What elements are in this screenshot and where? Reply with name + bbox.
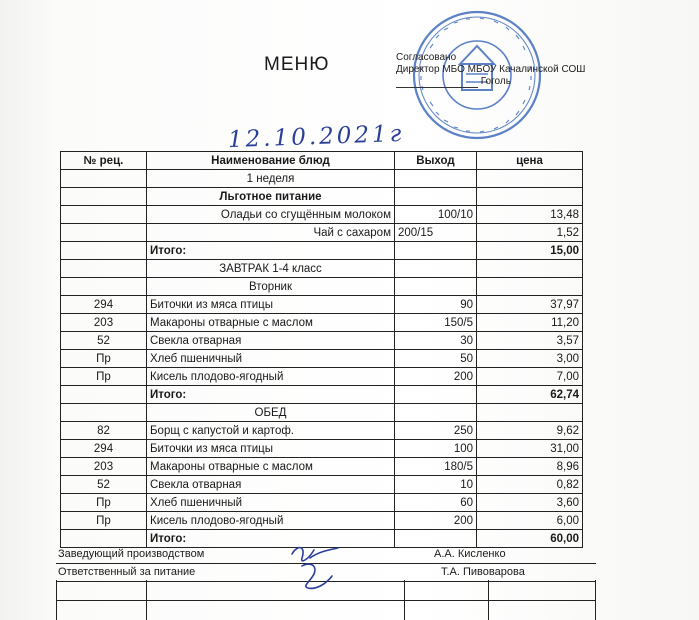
total-row <box>61 386 583 404</box>
dish-price: 31,00 <box>477 440 583 458</box>
recipe-number: 82 <box>61 422 147 440</box>
dish-name: Кисель плодово-ягодный <box>147 368 395 386</box>
recipe-number: Пр <box>61 494 147 512</box>
approval-name: Гоголь <box>480 76 511 87</box>
dish-output: 200/15 <box>395 224 477 242</box>
dish-output: 60 <box>395 494 477 512</box>
total-label: Итого: <box>147 386 395 404</box>
total-label: Итого: <box>147 242 395 260</box>
recipe-number: 203 <box>61 314 147 332</box>
dish-output: 150/5 <box>395 314 477 332</box>
manager-name: А.А. Кисленко <box>434 548 506 560</box>
dish-price: 1,52 <box>477 224 583 242</box>
dish-name: Биточки из мяса птицы <box>147 440 395 458</box>
total-label: Итого: <box>147 530 395 548</box>
responsible-name: Т.А. Пивоварова <box>441 566 525 578</box>
day-label: Вторник <box>147 278 395 296</box>
dish-output: 50 <box>395 350 477 368</box>
blank-table-grid <box>56 580 596 620</box>
table-header-row <box>61 152 583 170</box>
dish-price: 6,00 <box>477 512 583 530</box>
table-row <box>61 494 583 512</box>
table-row <box>61 332 583 350</box>
dish-output: 100 <box>395 440 477 458</box>
dish-price: 0,82 <box>477 476 583 494</box>
dish-name: Свекла отварная <box>147 332 395 350</box>
table-row <box>61 512 583 530</box>
approval-line-2: Директор МБО МБОУ Качалинской СОШ <box>396 64 586 75</box>
responsible-label: Ответственный за питание <box>58 566 196 578</box>
approval-line-1: Согласовано <box>396 52 457 63</box>
total-value: 15,00 <box>477 242 583 260</box>
dish-price: 13,48 <box>477 206 583 224</box>
section-row <box>61 260 583 278</box>
dish-output: 200 <box>395 512 477 530</box>
table-row <box>61 476 583 494</box>
approval-signature-line <box>396 87 478 88</box>
dish-name: Оладьи со сгущённым молоком <box>147 206 395 224</box>
recipe-number: Пр <box>61 368 147 386</box>
table-row <box>61 206 583 224</box>
dish-price: 3,60 <box>477 494 583 512</box>
table-row <box>61 314 583 332</box>
week-row <box>61 170 583 188</box>
total-value: 62,74 <box>477 386 583 404</box>
dish-output: 30 <box>395 332 477 350</box>
section-breakfast-label: ЗАВТРАК 1-4 класс <box>147 260 395 278</box>
table-row <box>61 458 583 476</box>
approval-line-3 <box>396 76 626 88</box>
dish-name: Макароны отварные с маслом <box>147 458 395 476</box>
dish-name: Чай с сахаром <box>147 224 395 242</box>
column-header-output: Выход <box>395 152 477 170</box>
dish-name: Свекла отварная <box>147 476 395 494</box>
recipe-number: 52 <box>61 332 147 350</box>
table-row <box>61 296 583 314</box>
dish-price: 3,57 <box>477 332 583 350</box>
recipe-number: Пр <box>61 512 147 530</box>
dish-name: Хлеб пшеничный <box>147 494 395 512</box>
manager-label: Заведующий производством <box>58 548 205 560</box>
table-row <box>61 368 583 386</box>
table-row <box>61 440 583 458</box>
dish-price: 8,96 <box>477 458 583 476</box>
total-row <box>61 242 583 260</box>
recipe-number: Пр <box>61 350 147 368</box>
day-row <box>61 278 583 296</box>
handwritten-date: 12.10.2021г <box>227 120 405 154</box>
dish-price: 7,00 <box>477 368 583 386</box>
menu-table <box>60 151 583 548</box>
dish-name: Хлеб пшеничный <box>147 350 395 368</box>
dish-output: 10 <box>395 476 477 494</box>
table-row <box>61 422 583 440</box>
dish-name: Макароны отварные с маслом <box>147 314 395 332</box>
dish-name: Биточки из мяса птицы <box>147 296 395 314</box>
section-row <box>61 188 583 206</box>
dish-output: 250 <box>395 422 477 440</box>
section-lunch-label: ОБЕД <box>147 404 395 422</box>
recipe-number <box>61 224 147 242</box>
section-row <box>61 404 583 422</box>
recipe-number: 52 <box>61 476 147 494</box>
dish-price: 3,00 <box>477 350 583 368</box>
column-header-recipe: № рец. <box>61 152 147 170</box>
page-title: МЕНЮ <box>264 54 330 75</box>
column-header-price: цена <box>477 152 583 170</box>
recipe-number: 294 <box>61 440 147 458</box>
section-benefit-label: Льготное питание <box>147 188 395 206</box>
table-row <box>61 224 583 242</box>
recipe-number <box>61 206 147 224</box>
week-label: 1 неделя <box>147 170 395 188</box>
total-value: 60,00 <box>477 530 583 548</box>
approval-block <box>396 52 626 88</box>
dish-output: 100/10 <box>395 206 477 224</box>
column-header-dish: Наименование блюд <box>147 152 395 170</box>
dish-output: 90 <box>395 296 477 314</box>
dish-output: 180/5 <box>395 458 477 476</box>
dish-price: 37,97 <box>477 296 583 314</box>
dish-price: 9,62 <box>477 422 583 440</box>
dish-price: 11,20 <box>477 314 583 332</box>
recipe-number: 203 <box>61 458 147 476</box>
dish-name: Борщ с капустой и картоф. <box>147 422 395 440</box>
recipe-number: 294 <box>61 296 147 314</box>
dish-output: 200 <box>395 368 477 386</box>
table-row <box>61 350 583 368</box>
dish-name: Кисель плодово-ягодный <box>147 512 395 530</box>
